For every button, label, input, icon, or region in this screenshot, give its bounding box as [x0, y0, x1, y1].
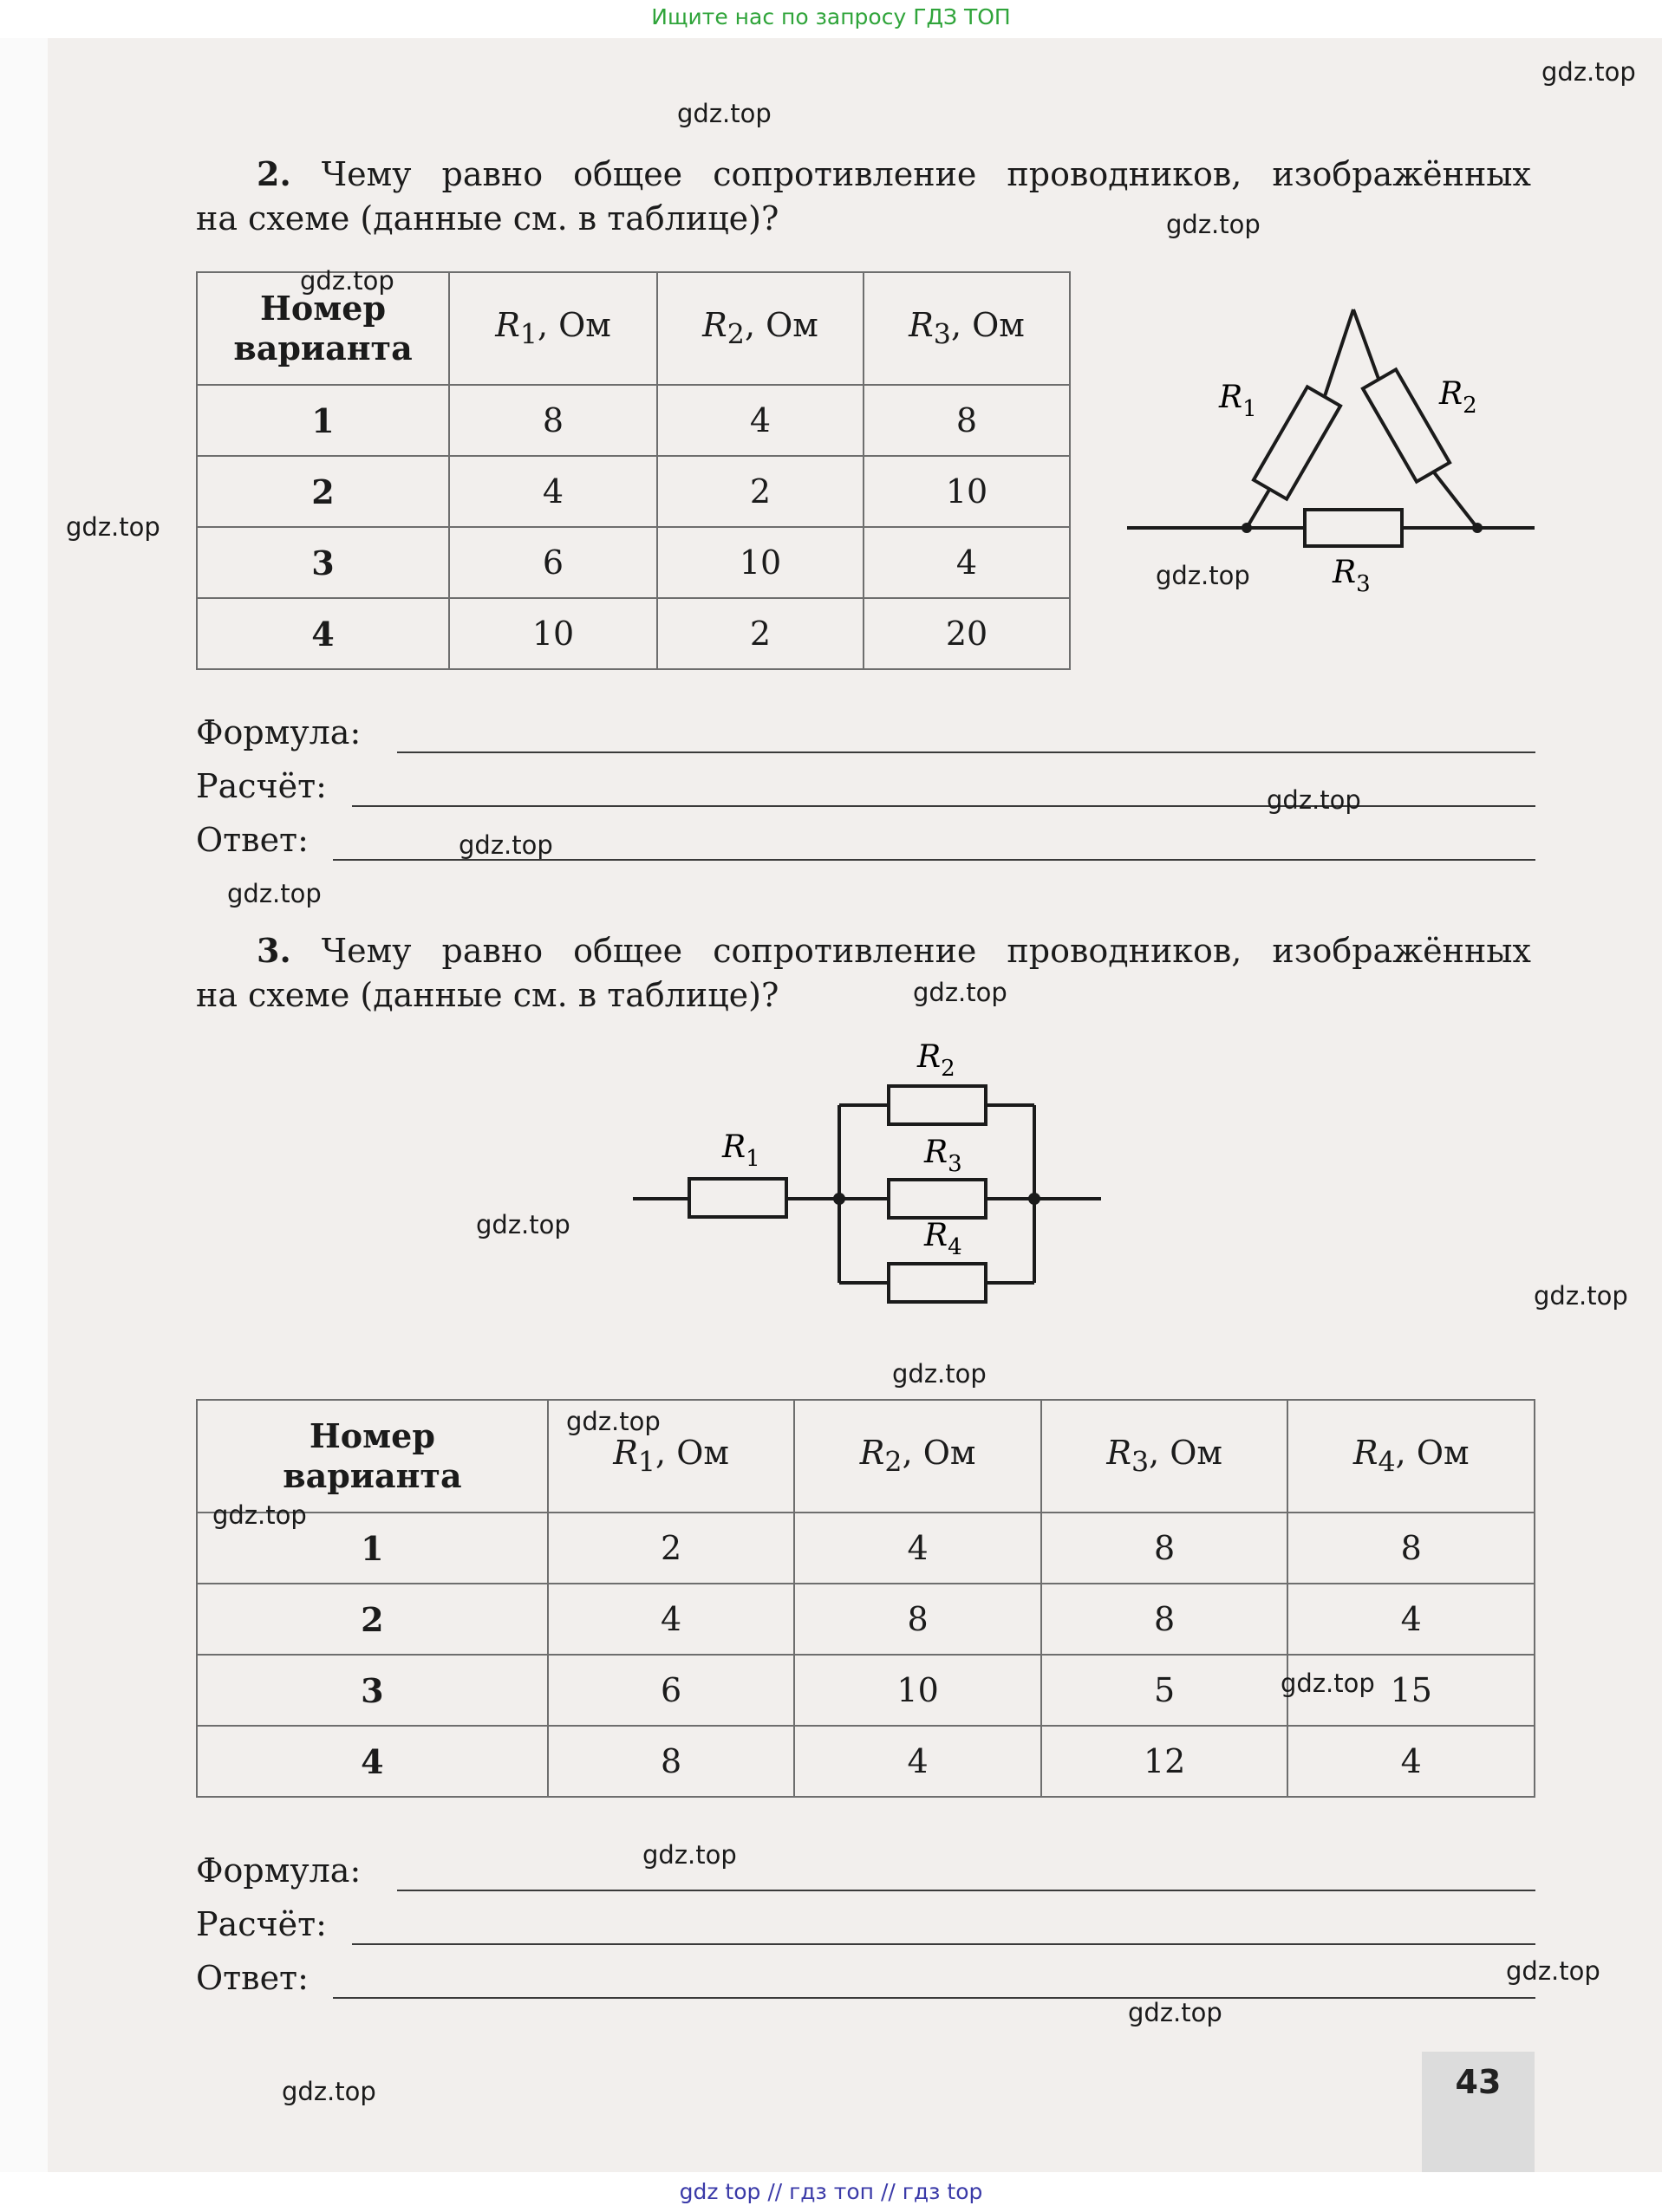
table-row: [197, 598, 1070, 669]
cell-r4: 8: [1287, 1513, 1535, 1584]
paper-edge: [0, 38, 48, 2172]
cell-r3: 8: [1041, 1513, 1288, 1584]
watermark: gdz.top: [66, 512, 160, 542]
cell-r2: 4: [794, 1513, 1041, 1584]
header-r3: [1041, 1400, 1288, 1513]
cell-r1: 10: [449, 598, 657, 669]
answer-label: Ответ:: [196, 821, 309, 859]
header-r2-var: R: [702, 306, 727, 345]
cell-variant: 1: [197, 1513, 548, 1584]
header-r2: [794, 1400, 1041, 1513]
calc-label: Расчёт:: [196, 767, 327, 805]
cell-r1: 4: [449, 456, 657, 527]
task3-number: 3.: [257, 931, 291, 970]
cell-r2: 2: [657, 598, 864, 669]
label-r2: $R_2$: [917, 1039, 955, 1082]
header-r3-sub: 3: [1131, 1447, 1150, 1479]
cell-r1: 6: [548, 1655, 795, 1726]
cell-variant: 1: [197, 385, 449, 456]
task2-question-line2: на схеме (данные см. в таблице)?: [196, 199, 779, 237]
header-r3-var: R: [1106, 1434, 1131, 1473]
cell-r2: 10: [657, 527, 864, 598]
task2-answer-row: [196, 821, 1535, 864]
label-r2: $R_2$: [1439, 376, 1477, 419]
task2-table: [196, 271, 1071, 670]
cell-variant: 2: [197, 456, 449, 527]
watermark: gdz.top: [1506, 1956, 1600, 1986]
cell-variant: 4: [197, 598, 449, 669]
resistor-r2: [1363, 369, 1450, 481]
wire: [1247, 490, 1269, 528]
table-row: [197, 1726, 1535, 1797]
wire: [1325, 309, 1353, 396]
cell-r3: 8: [864, 385, 1070, 456]
resistor-r2: [889, 1086, 986, 1124]
header-r2-unit: , Ом: [902, 1434, 976, 1473]
task2-formula-row: [196, 713, 1535, 757]
header-r2: [657, 272, 864, 385]
resistor-r3: [889, 1180, 986, 1218]
cell-variant: 3: [197, 1655, 548, 1726]
table-header-row: [197, 1400, 1535, 1513]
watermark: gdz.top: [642, 1840, 737, 1870]
watermark: gdz.top: [476, 1210, 570, 1239]
junction-node: [1028, 1193, 1040, 1205]
header-r1-sub: 1: [637, 1447, 656, 1479]
task2-question-line1: Чему равно общее сопротивление проводников, изображённых: [321, 155, 1531, 193]
junction-node: [1242, 523, 1252, 533]
header-r1: [449, 272, 657, 385]
header-variant: [197, 1400, 548, 1513]
header-r2-unit: , Ом: [744, 306, 818, 345]
cell-r1: 4: [548, 1584, 795, 1655]
task2-number: 2.: [257, 154, 291, 193]
watermark: gdz.top: [1267, 785, 1361, 815]
cell-r1: 6: [449, 527, 657, 598]
cell-r4: 4: [1287, 1726, 1535, 1797]
watermark: gdz.top: [282, 2077, 376, 2106]
formula-answer-line[interactable]: [397, 1890, 1535, 1891]
cell-r2: 10: [794, 1655, 1041, 1726]
header-variant-line1: Номер: [309, 1416, 435, 1455]
watermark: gdz.top: [1541, 57, 1636, 87]
header-r1-unit: , Ом: [655, 1434, 729, 1473]
watermark: gdz.top: [300, 266, 394, 296]
answer-label: Ответ:: [196, 1959, 309, 1997]
task3-question: [196, 928, 1531, 1018]
label-r3: $R_3$: [1333, 555, 1371, 597]
cell-variant: 2: [197, 1584, 548, 1655]
header-r1-unit: , Ом: [537, 306, 611, 345]
watermark: gdz.top: [212, 1500, 307, 1530]
cell-r2: 2: [657, 456, 864, 527]
header-r4-sub: 4: [1378, 1447, 1396, 1479]
header-r3-sub: 3: [933, 319, 951, 351]
cell-r3: 5: [1041, 1655, 1288, 1726]
header-r3-unit: , Ом: [1149, 1434, 1222, 1473]
cell-r1: 8: [449, 385, 657, 456]
table-row: [197, 1513, 1535, 1584]
calc-label: Расчёт:: [196, 1905, 327, 1943]
cell-r4: 4: [1287, 1584, 1535, 1655]
label-r3: $R_3$: [924, 1135, 962, 1177]
header-variant-line1: Номер: [260, 289, 387, 328]
resistor-r3: [1305, 510, 1402, 546]
cell-r3: 10: [864, 456, 1070, 527]
junction-node: [1472, 523, 1483, 533]
watermark: gdz.top: [459, 830, 553, 860]
header-variant-line2: варианта: [283, 1456, 462, 1495]
table-row: [197, 456, 1070, 527]
resistor-r4: [889, 1264, 986, 1302]
watermark: gdz.top: [1156, 561, 1250, 590]
calc-answer-line[interactable]: [352, 1943, 1535, 1945]
header-r2-sub: 2: [884, 1447, 903, 1479]
header-r4: [1287, 1400, 1535, 1513]
cell-r3: 12: [1041, 1726, 1288, 1797]
task2-question: [196, 152, 1531, 241]
table-row: [197, 527, 1070, 598]
header-r3: [864, 272, 1070, 385]
cell-r1: 8: [548, 1726, 795, 1797]
header-r1-var: R: [613, 1434, 638, 1473]
formula-label: Формула:: [196, 713, 362, 751]
header-r4-unit: , Ом: [1395, 1434, 1470, 1473]
task3-circuit-diagram: [629, 1036, 1114, 1313]
watermark: gdz.top: [227, 879, 322, 908]
bottom-banner[interactable]: gdz top // гдз топ // гдз top: [0, 2172, 1662, 2212]
wire: [1434, 472, 1477, 528]
header-r2-sub: 2: [727, 319, 745, 351]
header-r2-var: R: [859, 1434, 885, 1473]
header-r1-var: R: [495, 306, 520, 345]
task3-calc-row: [196, 1905, 1535, 1949]
formula-label: Формула:: [196, 1851, 362, 1890]
label-r1: $R_1$: [722, 1129, 760, 1172]
header-variant-line2: варианта: [233, 329, 413, 368]
cell-r1: 2: [548, 1513, 795, 1584]
cell-r2: 4: [657, 385, 864, 456]
header-r4-var: R: [1352, 1434, 1378, 1473]
resistor-r1: [689, 1179, 786, 1217]
watermark: gdz.top: [1281, 1669, 1375, 1698]
label-r4: $R_4$: [924, 1218, 962, 1260]
label-r1: $R_1$: [1219, 380, 1257, 422]
task3-table: [196, 1399, 1535, 1798]
watermark: gdz.top: [892, 1359, 987, 1389]
watermark: gdz.top: [1166, 210, 1261, 239]
wire: [1353, 309, 1378, 379]
watermark: gdz.top: [566, 1407, 661, 1436]
resistor-r1: [1254, 387, 1340, 498]
answer-line[interactable]: [333, 1997, 1535, 1999]
cell-r2: 4: [794, 1726, 1041, 1797]
task3-answer-row: [196, 1959, 1535, 2002]
task3-question-line1: Чему равно общее сопротивление проводников, изображённых: [321, 932, 1531, 970]
task3-formula-row: [196, 1851, 1535, 1895]
cell-r3: 20: [864, 598, 1070, 669]
watermark: gdz.top: [1534, 1281, 1628, 1311]
cell-r2: 8: [794, 1584, 1041, 1655]
table-row: [197, 385, 1070, 456]
junction-node: [833, 1193, 845, 1205]
watermark: gdz.top: [677, 99, 772, 128]
cell-r3: 4: [864, 527, 1070, 598]
formula-answer-line[interactable]: [397, 751, 1535, 753]
header-r3-var: R: [909, 306, 934, 345]
watermark: gdz.top: [1128, 1998, 1222, 2027]
cell-r4: 15: [1287, 1655, 1535, 1726]
cell-variant: 3: [197, 527, 449, 598]
page-number: 43: [1422, 2052, 1535, 2172]
cell-r3: 8: [1041, 1584, 1288, 1655]
cell-variant: 4: [197, 1726, 548, 1797]
table-row: [197, 1584, 1535, 1655]
task3-question-line2: на схеме (данные см. в таблице)?: [196, 976, 779, 1014]
header-r3-unit: , Ом: [950, 306, 1025, 345]
header-r1-sub: 1: [519, 319, 538, 351]
watermark: gdz.top: [913, 978, 1007, 1007]
top-banner[interactable]: Ищите нас по запросу ГДЗ ТОП: [0, 0, 1662, 38]
